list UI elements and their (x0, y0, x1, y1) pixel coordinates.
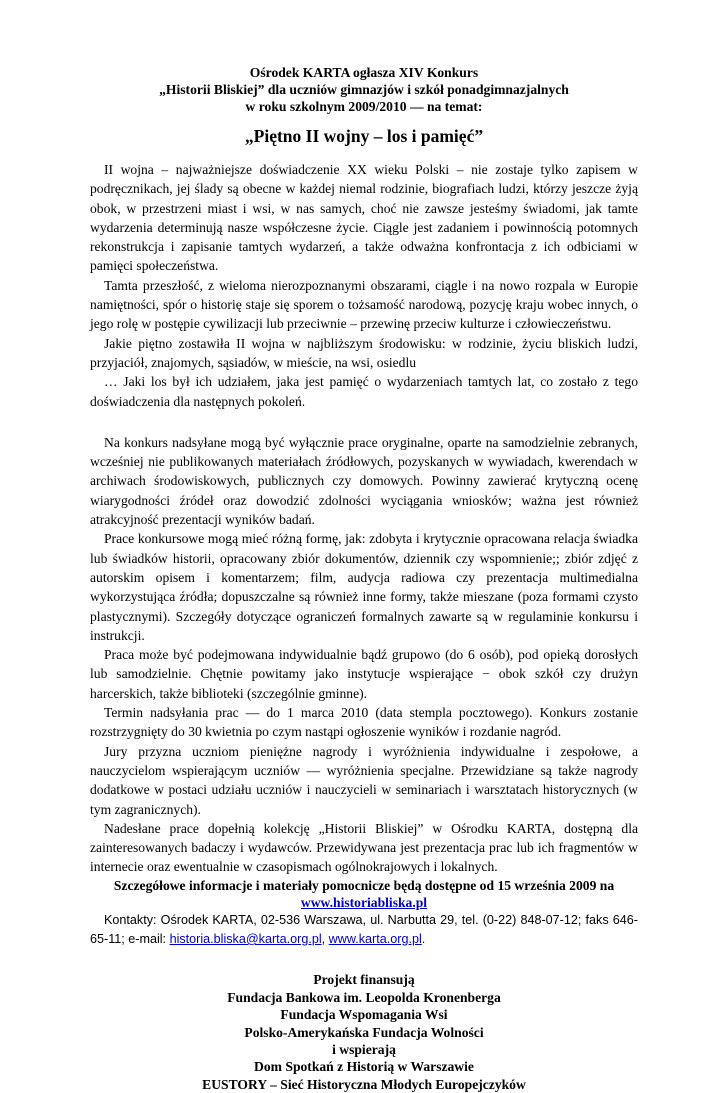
email-link[interactable]: historia.bliska@karta.org.pl (169, 931, 322, 946)
intro-paragraph: Tamta przeszłość, z wieloma nierozpoznanymi obszarami, ciągle i na nowo rozpala w Europie namiętności, spór o historię staje się sporem o tożsamość narodową, pozycję kraju wobec innych, o jego rolę w postępie cywilizacji lub przeciwnie – przewinę przeciw kulturze i człowieczeństwu. (90, 277, 638, 332)
header (90, 64, 638, 115)
supporter-item: Dom Spotkań z Historią w Warszawie (254, 1059, 474, 1075)
supporters-heading: i wspierają (332, 1041, 396, 1057)
contact-text: Kontakty: Ośrodek KARTA, 02-536 Warszawa, ul. Narbutta 29, tel. (0-22) 848-07-12; faks 646-65-11; e-mail: (90, 912, 638, 946)
funder-item: Polsko-Amerykańska Fundacja Wolności (244, 1024, 484, 1040)
intro-paragraph: … Jaki los był ich udziałem, jaka jest pamięć o wydarzeniach tamtych lat, co zostało z tego doświadczenia dla następnych pokoleń. (90, 374, 638, 409)
header-line-organizer: Ośrodek KARTA ogłasza XIV Konkurs (249, 65, 479, 80)
intro-paragraph: II wojna – najważniejsze doświadczenie XX wieku Polski – nie zostaje tylko zapisem w podręcznikach, jej ślady są obecne w każdej niemal rodzinie, biografiach ludzi, którzy jeszcze żyją obok, w przestrzeni miast i wsi, w nas samych, choć nie zawsze jesteśmy świadomi, jak tamte wydarzenia determinują nasze współczesne życie. Ciągle jest zadaniem i powinnością potomnych rekonstrukcja i zapisanie tamtych wydarzeń, a także odważna konfrontacja z ich odbiciami w pamięci społeczeństwa. (90, 162, 638, 274)
intro-paragraph: Jakie piętno zostawiła II wojna w najbliższym środowisku: w rodzinie, życiu bliskich ludzi, przyjaciół, znajomych, sąsiadów, w mieście, na wsi, osiedlu (90, 335, 638, 370)
announcement-document (90, 64, 638, 1093)
rules-paragraph: Na konkurs nadsyłane mogą być wyłącznie prace oryginalne, oparte na samodzielnie zebranych, wcześniej nie publikowanych materiałach źródłowych, pozyskanych w wywiadach, kwerendach w archiwach środowiskowych, publicznych czy domowych. Powinny zawierać krytyczną ocenę wiarygodności źródeł oraz dowodzić zdolności wyciągania wniosków; ważna jest również atrakcyjność prezentacji wyników badań. (90, 434, 638, 528)
contact-separator: , (321, 931, 329, 946)
supporter-item: EUSTORY – Sieć Historyczna Młodych Europejczyków (202, 1076, 526, 1092)
info-notice: Szczegółowe informacje i materiały pomocnicze będą dostępne od 15 września 2009 na (113, 877, 615, 893)
header-line-contest: „Historii Bliskiej” dla uczniów gimnazjów i szkół ponadgimnazjalnych (159, 82, 569, 97)
intro-section (90, 160, 638, 411)
contest-topic: „Piętno II wojny – los i pamięć” (244, 126, 484, 146)
rules-paragraph: Jury przyzna uczniom pieniężne nagrody i wyróżnienia indywidualne i zespołowe, a nauczycielom wspierającym uczniów — wyróżnienia specjalne. Przewidziane są także nagrody dodatkowe w postaci udziału uczniów i nauczycieli w seminariach i warsztatach historycznych (w tym zagranicznych). (90, 743, 638, 817)
funders-heading: Projekt finansują (313, 972, 415, 988)
historiabliska-link[interactable]: www.historiabliska.pl (300, 894, 428, 910)
rules-paragraph: Praca może być podejmowana indywidualnie bądź grupowo (do 6 osób), pod opieką dorosłych lub samodzielnie. Chętnie powitamy jako instytucje wspierające − obok szkół czy drużyn harcerskich, także biblioteki (szczególnie gminne). (90, 647, 638, 701)
rules-section (90, 433, 638, 877)
contact-info (90, 911, 638, 950)
karta-website-link[interactable]: www.karta.org.pl (328, 931, 422, 946)
section-gap (90, 411, 638, 433)
funder-item: Fundacja Wspomagania Wsi (280, 1007, 448, 1023)
info-link-line (90, 894, 638, 911)
rules-paragraph: Termin nadsyłania prac — do 1 marca 2010 (data stempla pocztowego). Konkurs zostanie rozstrzygnięty do 30 kwietnia po czym nastąpi ogłoszenie wyników i rozdanie nagród. (90, 705, 638, 740)
contact-end: . (421, 931, 426, 946)
header-line-year: w roku szkolnym 2009/2010 — na temat: (245, 99, 483, 114)
rules-paragraph: Prace konkursowe mogą mieć różną formę, jak: zdobyta i krytycznie opracowana relacja świadka lub świadków historii, opracowany zbiór dokumentów, dziennik czy wspomnienie;; zbiór zdjęć z autorskim opisem i komentarzem; film, audycja radiowa czy prezentacja multimedialna wykorzystująca źródła; dopuszczalne są również inne formy, także mieszane (poza formami czysto plastycznymi). Szczegóły dotyczące ograniczeń formalnych zawarte są w regulaminie konkursu i instrukcji. (90, 531, 638, 643)
rules-paragraph: Nadesłane prace dopełnią kolekcję „Historii Bliskiej” w Ośrodku KARTA, dostępną dla zainteresowanych badaczy i wydawców. Przewidywana jest prezentacja prac lub ich fragmentów w internecie oraz ewentualnie w czasopismach ogólnokrajowych i lokalnych. (90, 820, 638, 875)
funder-item: Fundacja Bankowa im. Leopolda Kronenberga (227, 989, 501, 1005)
sponsors-section (90, 971, 638, 1093)
